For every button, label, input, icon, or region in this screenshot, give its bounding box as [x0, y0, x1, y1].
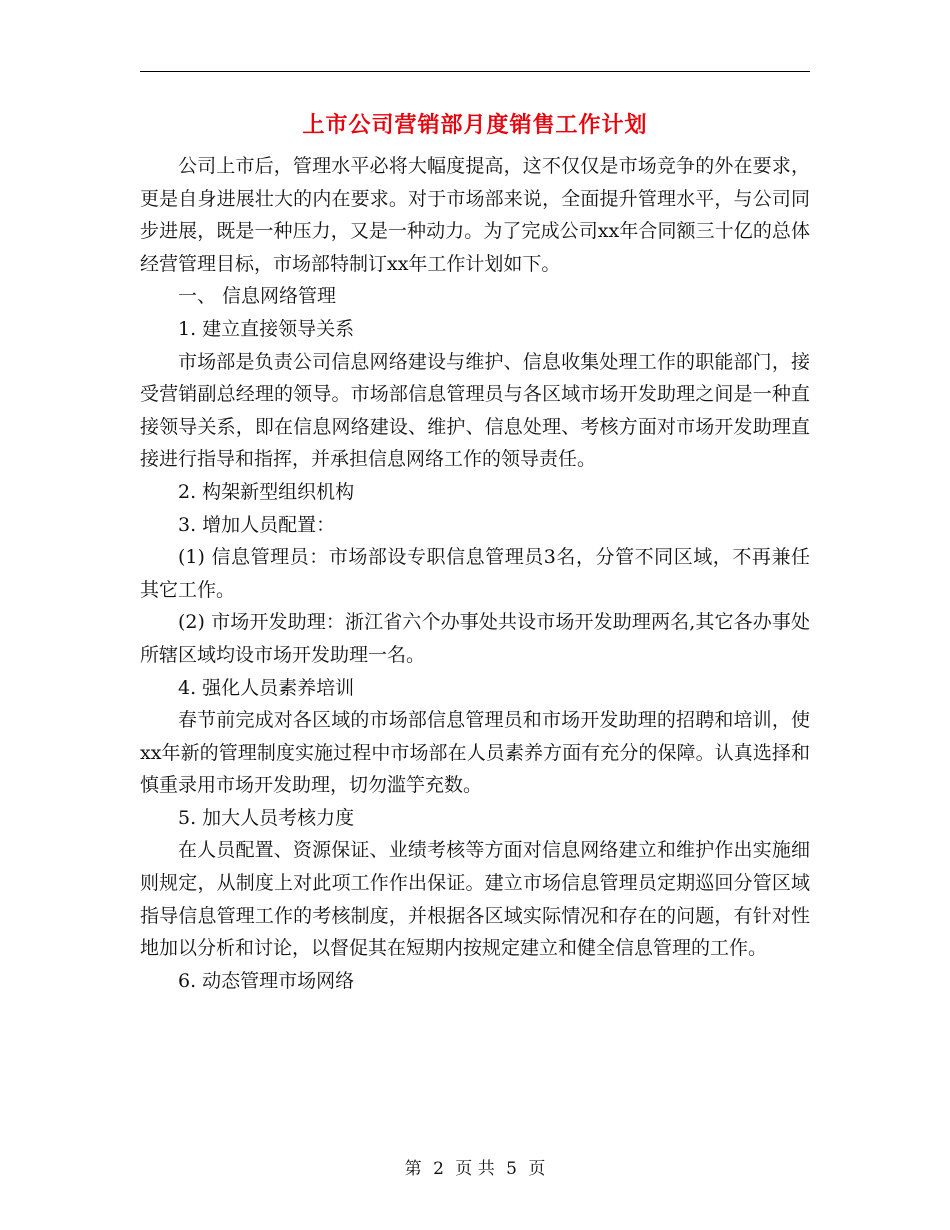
subheading-5: 5. 加大人员考核力度 — [178, 806, 355, 829]
footer-page-number: 2 — [433, 1159, 444, 1179]
paragraph-5: 在人员配置、资源保证、业绩考核等方面对信息网络建立和维护作出实施细则规定，从制度上对此项工作作出保证。建立市场信息管理员定期巡回分管区域指导信息管理工作的考核制度，并根据各区域实际情况和存在的问题，有针对性地加以分析和讨论，以督促其在短期内按规定建立和健全信息管理的工作。 — [140, 839, 810, 960]
footer-total-pages: 5 — [506, 1159, 517, 1179]
footer-suffix: 页 — [528, 1159, 546, 1179]
document-title: 上市公司营销部月度销售工作计划 — [302, 113, 648, 138]
paragraph-1: 市场部是负责公司信息网络建设与维护、信息收集处理工作的职能部门，接受营销副总经理的领导。市场部信息管理员与各区域市场开发助理之间是一种直接领导关系，即在信息网络建设、维护、信息处理、考核方面对市场开发助理直接进行指导和指挥，并承担信息网络工作的领导责任。 — [140, 350, 810, 471]
document-body — [140, 150, 810, 997]
footer-prefix: 第 — [404, 1159, 422, 1179]
page-footer — [0, 1154, 950, 1179]
header-rule — [140, 71, 810, 72]
section-heading: 一、 信息网络管理 — [178, 285, 337, 308]
paragraph-intro: 公司上市后，管理水平必将大幅度提高，这不仅仅是市场竞争的外在要求，更是自身进展壮大的内在要求。对于市场部来说，全面提升管理水平，与公司同步进展，既是一种压力，又是一种动力。为了完成公司xx年合同额三十亿的总体经营管理目标，市场部特制订xx年工作计划如下。 — [140, 155, 810, 275]
list-item-2: (2) 市场开发助理：浙江省六个办事处共设市场开发助理两名,其它各办事处所辖区域均设市场开发助理一名。 — [140, 611, 810, 666]
list-item-1: (1) 信息管理员：市场部设专职信息管理员3名，分管不同区域，不再兼任其它工作。 — [140, 546, 810, 601]
subheading-1: 1. 建立直接领导关系 — [178, 317, 355, 340]
subheading-3: 3. 增加人员配置： — [178, 513, 336, 536]
subheading-6: 6. 动态管理市场网络 — [178, 969, 355, 992]
paragraph-4: 春节前完成对各区域的市场部信息管理员和市场开发助理的招聘和培训，使xx年新的管理制度实施过程中市场部在人员素养方面有充分的保障。认真选择和慎重录用市场开发助理，切勿滥竽充数。 — [140, 709, 810, 797]
footer-mid: 页 共 — [455, 1159, 495, 1179]
subheading-4: 4. 强化人员素养培训 — [178, 676, 355, 699]
subheading-2: 2. 构架新型组织机构 — [178, 480, 355, 503]
